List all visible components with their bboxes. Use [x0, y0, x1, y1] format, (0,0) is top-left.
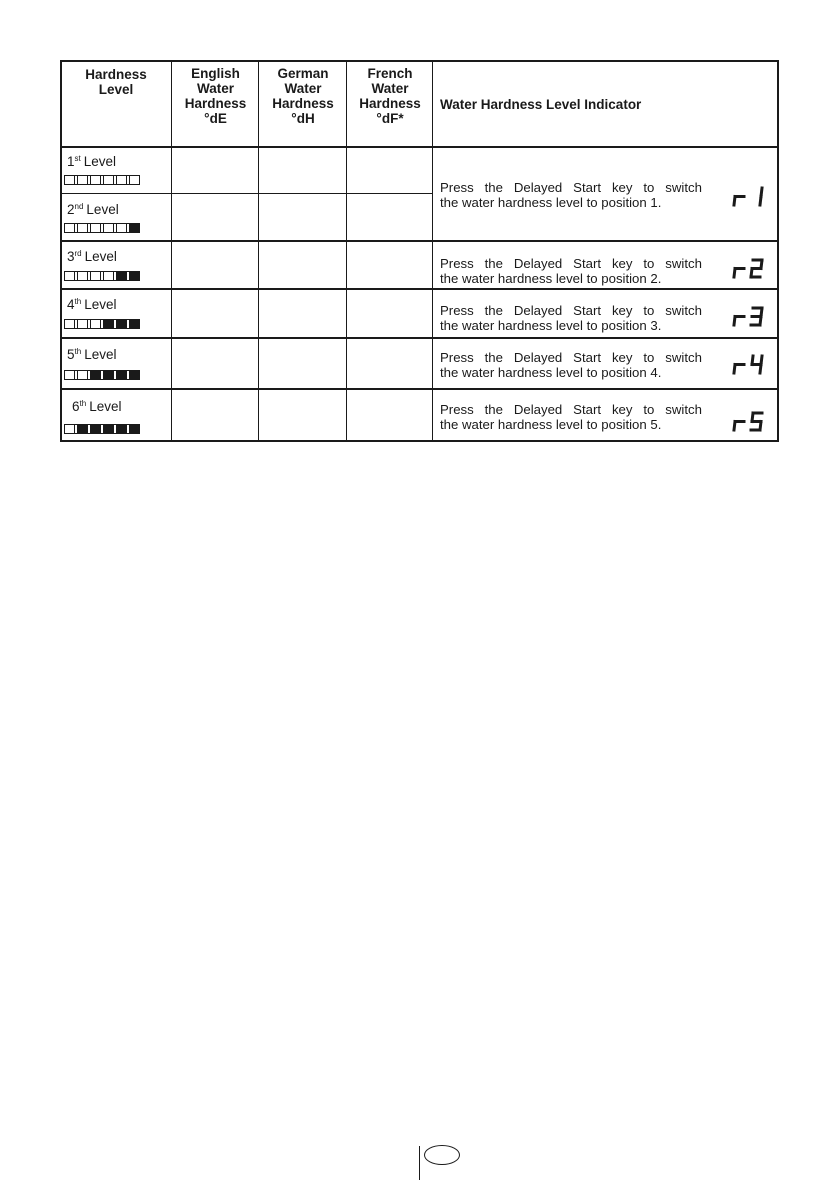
instruction-word: switch — [665, 303, 702, 318]
indicator-segment — [129, 424, 140, 434]
instruction-word: key — [611, 256, 633, 271]
instruction-word: switch — [665, 256, 702, 271]
level-label: 2nd Level — [67, 202, 119, 217]
instruction-word: Delayed — [513, 256, 563, 271]
header-hardness-level: Hardness Level — [85, 67, 147, 97]
level-label: 6th Level — [72, 399, 122, 414]
instruction-word: to — [643, 303, 655, 318]
instruction-word: the — [484, 303, 503, 318]
water-hardness-table — [60, 60, 779, 442]
level-label: 4th Level — [67, 297, 117, 312]
instruction-word: Press — [440, 256, 474, 271]
hardness-indicator-bar — [64, 319, 139, 329]
instruction-word: to — [643, 180, 655, 195]
instruction-line-2: the water hardness level to position 2. — [440, 271, 662, 286]
instruction-line-1 — [440, 350, 702, 365]
row-divider — [60, 388, 779, 390]
seven-segment-display — [731, 258, 767, 280]
header-french-hardness: French Water Hardness °dF* — [359, 66, 421, 126]
row-divider — [60, 240, 779, 242]
instruction-text — [440, 350, 702, 380]
hardness-indicator-bar — [64, 175, 139, 185]
instruction-word: Start — [573, 350, 602, 365]
row-divider — [60, 193, 433, 194]
instruction-line-1 — [440, 303, 702, 318]
hardness-indicator-bar — [64, 370, 139, 380]
row-divider — [60, 288, 779, 290]
level-label: 3rd Level — [67, 249, 117, 264]
seven-segment-display — [731, 186, 767, 208]
instruction-word: switch — [665, 180, 702, 195]
instruction-word: Delayed — [513, 402, 563, 417]
language-badge — [424, 1145, 460, 1165]
hardness-indicator-bar — [64, 223, 139, 233]
instruction-word: to — [643, 256, 655, 271]
indicator-segment — [129, 271, 140, 281]
instruction-word: the — [484, 256, 503, 271]
seven-segment-display — [731, 306, 767, 328]
instruction-word: to — [643, 402, 655, 417]
instruction-word: Delayed — [513, 180, 563, 195]
instruction-line-2: the water hardness level to position 3. — [440, 318, 662, 333]
instruction-word: the — [484, 180, 503, 195]
header-english-hardness: English Water Hardness °dE — [184, 66, 247, 126]
indicator-segment — [129, 370, 140, 380]
instruction-word: Press — [440, 402, 474, 417]
instruction-line-1 — [440, 402, 702, 417]
page-footer-divider — [419, 1146, 420, 1180]
instruction-word: to — [643, 350, 655, 365]
hardness-indicator-bar — [64, 271, 139, 281]
instruction-word: Start — [573, 303, 602, 318]
instruction-word: Delayed — [513, 350, 563, 365]
instruction-word: Start — [573, 256, 602, 271]
hardness-indicator-bar — [64, 424, 139, 434]
instruction-line-2: the water hardness level to position 1. — [440, 195, 662, 210]
instruction-word: key — [611, 402, 633, 417]
header-indicator: Water Hardness Level Indicator — [440, 97, 642, 112]
instruction-word: Start — [573, 402, 602, 417]
instruction-line-1 — [440, 256, 702, 271]
instruction-word: key — [611, 180, 633, 195]
instruction-text — [440, 303, 702, 333]
header-german-hardness: German Water Hardness °dH — [272, 66, 334, 126]
seven-segment-display — [731, 411, 767, 433]
instruction-text — [440, 180, 702, 210]
instruction-line-2: the water hardness level to position 4. — [440, 365, 662, 380]
indicator-segment — [129, 175, 140, 185]
instruction-text — [440, 402, 702, 432]
indicator-segment — [129, 319, 140, 329]
level-label: 5th Level — [67, 347, 117, 362]
instruction-word: key — [611, 303, 633, 318]
display-segment — [760, 197, 761, 206]
instruction-word: the — [484, 402, 503, 417]
instruction-word: switch — [665, 402, 702, 417]
instruction-text — [440, 256, 702, 286]
indicator-segment — [129, 223, 140, 233]
instruction-word: switch — [665, 350, 702, 365]
instruction-word: Press — [440, 350, 474, 365]
instruction-word: Press — [440, 303, 474, 318]
instruction-word: the — [484, 350, 503, 365]
level-label: 1st Level — [67, 154, 117, 169]
instruction-word: Delayed — [513, 303, 563, 318]
display-segment — [760, 365, 761, 374]
instruction-word: Press — [440, 180, 474, 195]
instruction-line-2: the water hardness level to position 5. — [440, 417, 662, 432]
row-divider — [60, 337, 779, 339]
instruction-line-1 — [440, 180, 702, 195]
header-divider — [60, 146, 779, 148]
instruction-word: key — [611, 350, 633, 365]
instruction-word: Start — [573, 180, 602, 195]
seven-segment-display — [731, 354, 767, 376]
